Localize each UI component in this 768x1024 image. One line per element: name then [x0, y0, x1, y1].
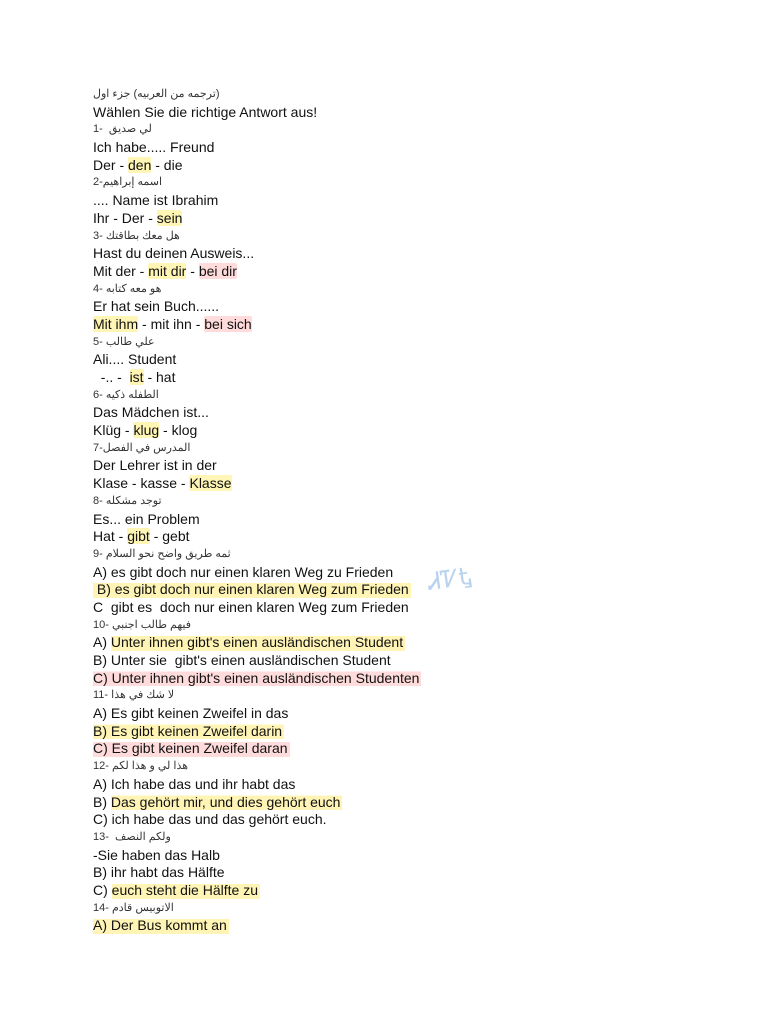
text-segment: 6- الطفله ذكيه: [93, 388, 159, 401]
arabic-prompt-line: [93, 228, 733, 246]
highlight-yellow: Das gehört mir, und dies gehört euch: [110, 793, 341, 810]
arabic-prompt-line: [93, 387, 733, 405]
text-segment: 8- توجد مشكله: [93, 494, 162, 507]
text-segment: B) ihr habt das Hälfte: [93, 864, 225, 881]
text-segment: C) ich habe das und das gehört euch.: [93, 811, 327, 828]
highlight-yellow: B) es gibt doch nur einen klaren Weg zum Frieden: [93, 581, 409, 598]
text-segment: A) Es gibt keinen Zweifel in das: [93, 705, 289, 722]
text-line: [93, 847, 733, 865]
text-line: [93, 794, 733, 812]
text-line: [93, 670, 733, 688]
text-line: [93, 298, 733, 316]
arabic-prompt-line: [93, 493, 733, 511]
text-segment: 10- فيهم طالب اجنبي: [93, 618, 191, 631]
text-segment: Klüg -: [93, 422, 134, 439]
text-segment: Ali.... Student: [93, 351, 177, 368]
arabic-prompt-line: [93, 86, 733, 104]
arabic-prompt-line: [93, 281, 733, 299]
text-segment: Wählen Sie die richtige Antwort aus!: [93, 103, 318, 120]
text-line: [93, 864, 733, 882]
text-line: [93, 457, 733, 475]
text-line: [93, 528, 733, 546]
highlight-yellow: mit dir: [148, 262, 187, 279]
text-line: [93, 599, 733, 617]
text-segment: Hast du deinen Ausweis...: [93, 245, 255, 262]
text-segment: - klog: [159, 422, 198, 439]
text-segment: - gebt: [149, 528, 190, 545]
text-segment: 5- علي طالب: [93, 335, 155, 348]
text-line: [93, 652, 733, 670]
highlight-pink: C) Unter ihnen gibt's einen ausländischen Studenten: [93, 669, 420, 686]
text-line: [93, 705, 733, 723]
text-segment: A) es gibt doch nur einen klaren Weg zu Frieden: [93, 563, 394, 580]
text-segment: 9- ثمه طريق واضح نحو السلام: [93, 547, 231, 560]
text-segment: C gibt es doch nur einen klaren Weg zum Frieden: [93, 598, 409, 615]
text-line: [93, 263, 733, 281]
text-segment: B) Unter sie gibt's einen ausländischen Student: [93, 652, 391, 668]
text-line: [93, 723, 733, 741]
text-segment: -.. -: [93, 369, 130, 385]
text-line: [93, 740, 733, 758]
text-segment: 13- ولكم النصف: [93, 830, 171, 843]
text-segment: - die: [151, 156, 183, 173]
highlight-pink: bei sich: [204, 315, 252, 332]
text-segment: Ich habe..... Freund: [93, 139, 215, 156]
text-segment: 14- الاتوبيس قادم: [93, 901, 174, 914]
arabic-prompt-line: [93, 121, 733, 139]
text-line: [93, 404, 733, 422]
text-line: [93, 511, 733, 529]
highlight-yellow: Unter ihnen gibt's einen ausländischen Student: [110, 634, 404, 651]
arabic-prompt-line: [93, 900, 733, 918]
text-line: [93, 316, 733, 334]
text-segment: Er hat sein Buch......: [93, 298, 220, 315]
text-segment: B): [93, 793, 111, 810]
arabic-prompt-line: [93, 440, 733, 458]
text-segment: 2-اسمه إبراهيم: [93, 176, 163, 189]
highlight-pink: C) Es gibt keinen Zweifel daran: [93, 740, 288, 757]
text-segment: Es... ein Problem: [93, 510, 200, 527]
text-segment: - hat: [143, 369, 176, 385]
highlight-yellow: den: [128, 156, 152, 173]
highlight-pink: bei dir: [198, 262, 237, 279]
text-segment: Der Lehrer ist in der: [93, 457, 217, 474]
arabic-prompt-line: [93, 174, 733, 192]
text-line: [93, 210, 733, 228]
text-segment: ترجمه من العربيه) جزء اول): [93, 88, 220, 100]
highlight-yellow: Klasse: [189, 475, 232, 492]
highlight-yellow: Mit ihm: [93, 315, 139, 332]
text-line: [93, 351, 733, 369]
highlight-yellow: A) Der Bus kommt an: [93, 917, 227, 934]
text-segment: Mit der -: [93, 262, 149, 279]
text-line: [93, 422, 733, 440]
text-line: [93, 192, 733, 210]
text-segment: Ihr - Der -: [93, 209, 157, 226]
text-line: [93, 811, 733, 829]
text-line: [93, 104, 733, 122]
text-segment: 1- لي صديق: [93, 123, 152, 136]
highlight-yellow: B) Es gibt keinen Zweifel darin: [93, 722, 283, 739]
highlight-yellow: klug: [133, 422, 160, 439]
text-line: [93, 917, 733, 935]
highlight-yellow: sein: [156, 209, 183, 226]
text-segment: 3- هل معك بطاقتك: [93, 229, 180, 242]
text-line: [93, 245, 733, 263]
text-segment: Der -: [93, 156, 128, 173]
text-line: [93, 634, 733, 652]
text-segment: 11- لا شك في هذا: [93, 689, 175, 702]
text-segment: 7-المدرس في الفصل: [93, 441, 191, 454]
worksheet: [93, 86, 733, 935]
text-segment: - mit ihn -: [138, 315, 205, 332]
highlight-yellow: ist: [129, 369, 144, 385]
highlight-yellow: gibt: [127, 528, 150, 545]
text-segment: Das Mädchen ist...: [93, 404, 209, 421]
text-line: [93, 882, 733, 900]
text-segment: A): [93, 634, 111, 651]
text-segment: Klase - kasse -: [93, 475, 190, 492]
text-line: [93, 581, 733, 599]
arabic-prompt-line: [93, 617, 733, 635]
text-segment: -Sie haben das Halb: [93, 846, 220, 863]
text-segment: C): [93, 881, 112, 898]
text-line: [93, 564, 733, 582]
text-segment: .... Name ist Ibrahim: [93, 192, 219, 209]
highlight-yellow: euch steht die Hälfte zu: [111, 881, 258, 898]
text-segment: 12- هذا لي و هذا لكم: [93, 760, 189, 773]
handwritten-note: ᏗᏤᎿ: [426, 562, 474, 596]
text-segment: A) Ich habe das und ihr habt das: [93, 775, 296, 792]
text-line: [93, 139, 733, 157]
text-line: [93, 475, 733, 493]
arabic-prompt-line: [93, 687, 733, 705]
text-line: [93, 776, 733, 794]
text-line: [93, 369, 733, 387]
text-segment: 4- هو معه كتابه: [93, 282, 162, 295]
text-line: [93, 157, 733, 175]
text-segment: -: [186, 262, 199, 279]
text-segment: Hat -: [93, 528, 128, 545]
arabic-prompt-line: [93, 546, 733, 564]
arabic-prompt-line: [93, 758, 733, 776]
arabic-prompt-line: [93, 829, 733, 847]
arabic-prompt-line: [93, 334, 733, 352]
